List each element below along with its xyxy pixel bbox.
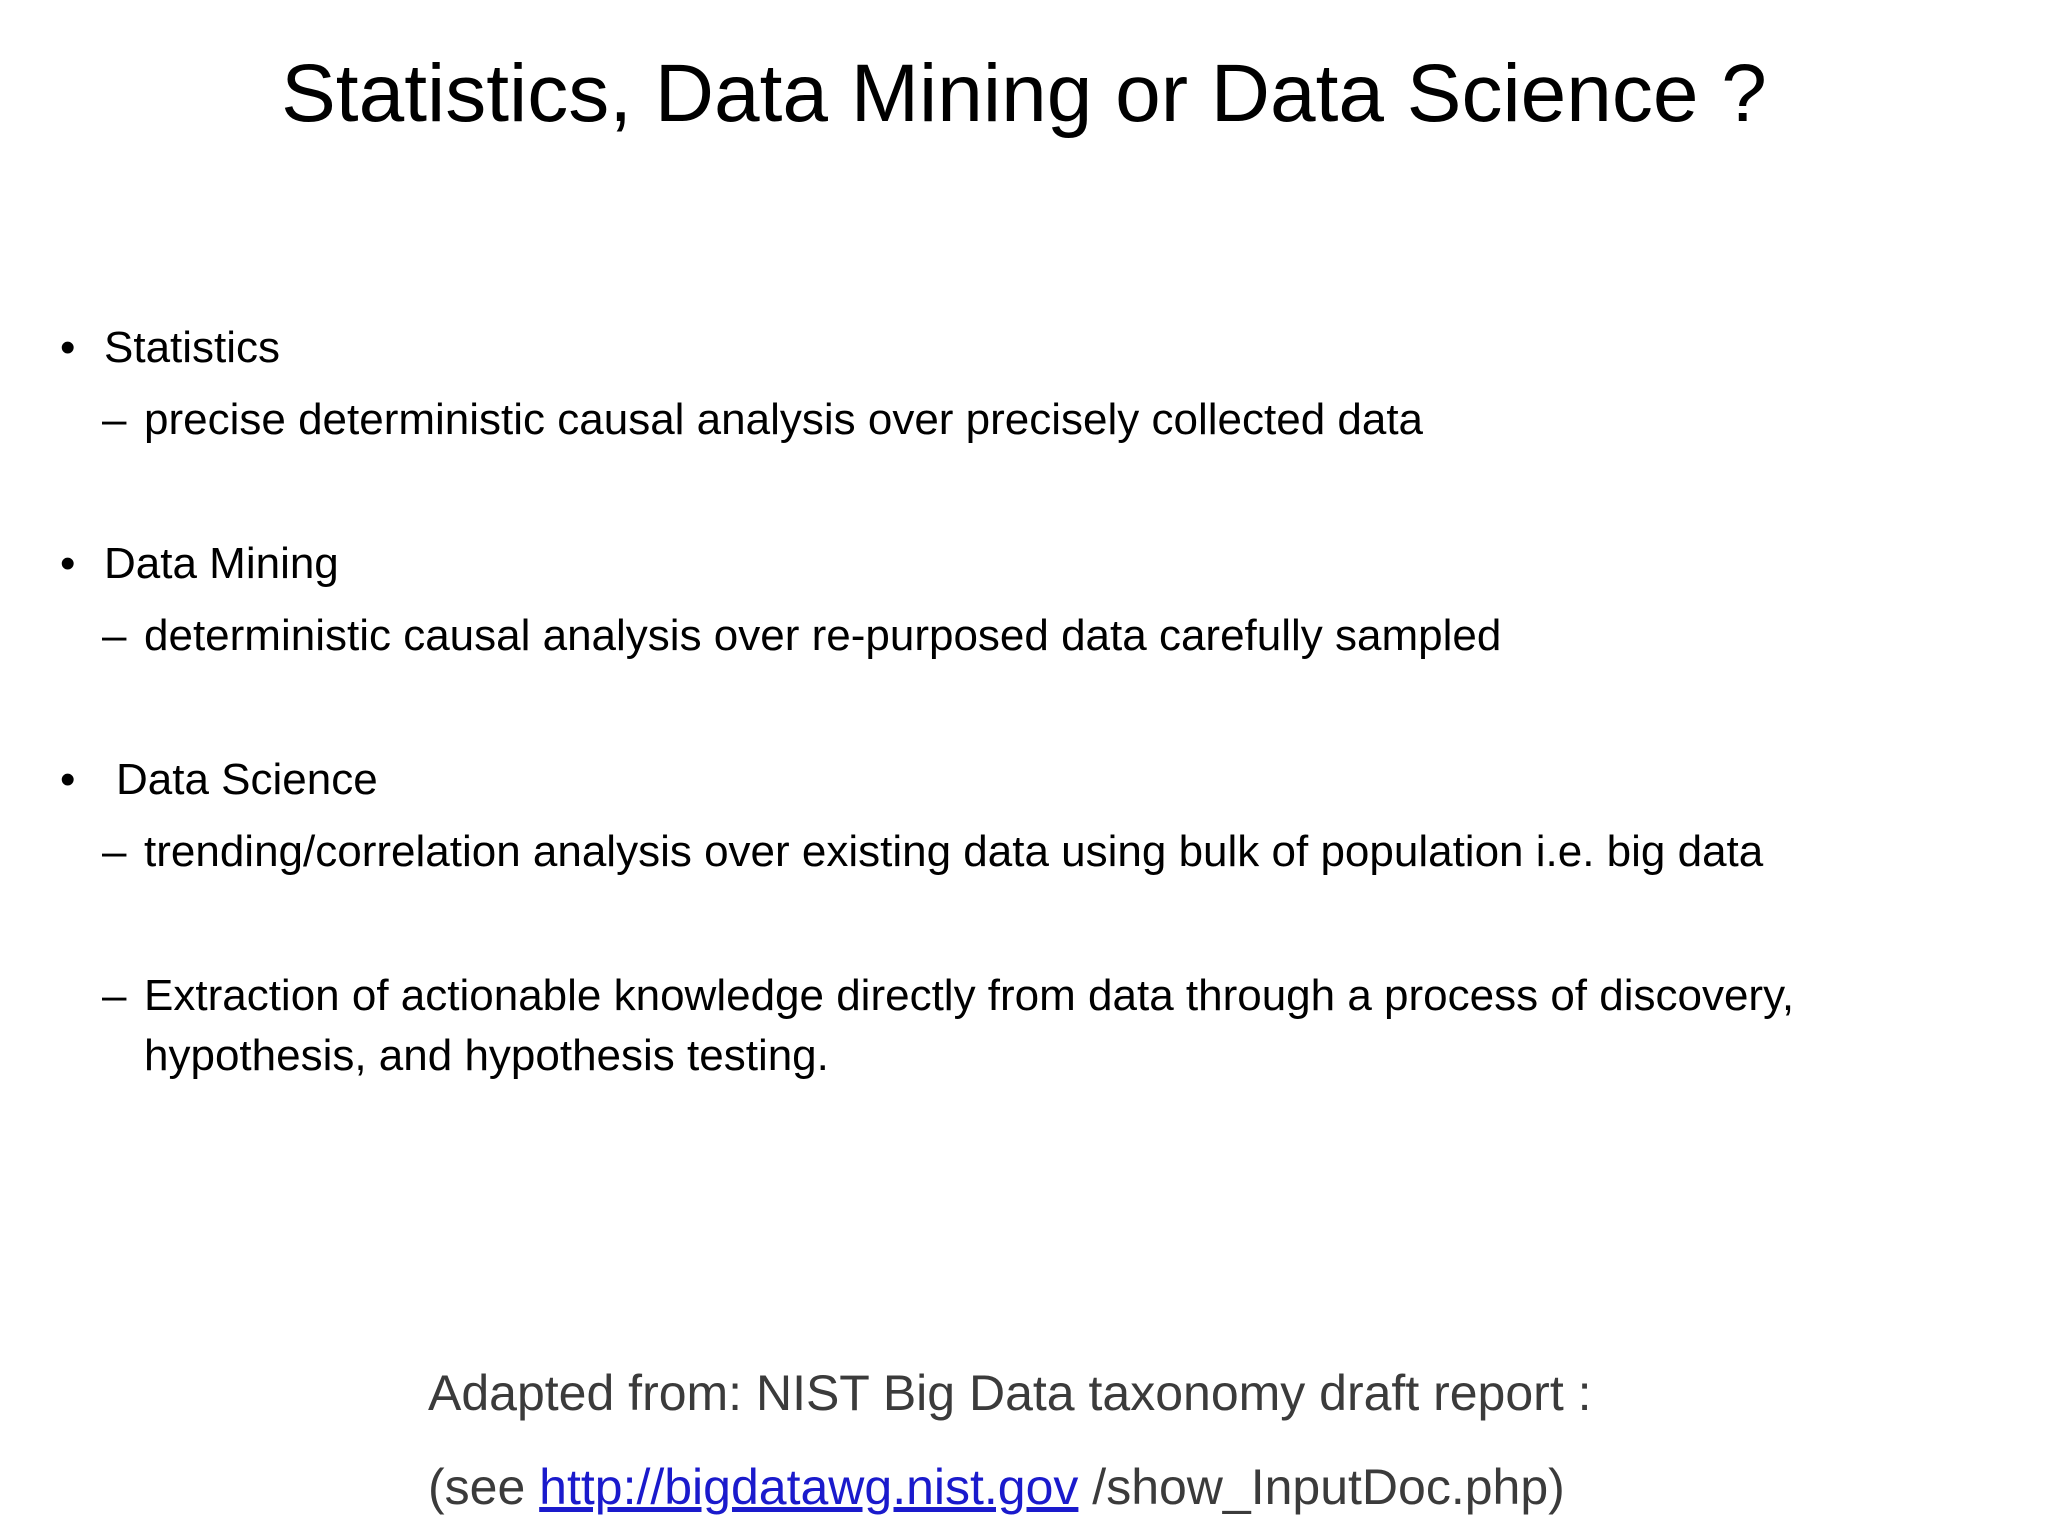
sub-bullet [60, 822, 2020, 882]
sub-bullet-dash: – [102, 827, 127, 876]
slide-title: Statistics, Data Mining or Data Science ? [281, 48, 1767, 139]
slide-content [60, 318, 2020, 1170]
sub-bullet-dash: – [102, 395, 127, 444]
sub-bullet-dash: – [102, 971, 127, 1020]
sub-bullet-text: deterministic causal analysis over re-purposed data carefully sampled [144, 611, 1502, 660]
bullet-group-data-science [60, 750, 2020, 1086]
bullet-label: Data Mining [104, 539, 339, 588]
bullet-label: Statistics [104, 323, 281, 372]
footer-link-line [428, 1440, 1592, 1534]
sub-bullet-text: trending/correlation analysis over existing data using bulk of population i.e. big data [144, 827, 1764, 876]
bullet-group-statistics [60, 318, 2020, 450]
bullet-data-science [60, 750, 2020, 810]
footer-link-suffix: /show_InputDoc.php) [1078, 1459, 1565, 1515]
sub-bullet-dash: – [102, 611, 127, 660]
sub-bullet [60, 966, 2020, 1086]
bullet-dot: • [60, 755, 76, 804]
sub-bullet [60, 390, 2020, 450]
sub-bullet-text: precise deterministic causal analysis over precisely collected data [144, 395, 1424, 444]
slide-footer [428, 1346, 1592, 1534]
bullet-data-mining [60, 534, 2020, 594]
bullet-dot: • [60, 323, 76, 372]
footer-link-prefix: (see [428, 1459, 540, 1515]
sub-bullet-text: Extraction of actionable knowledge directly from data through a process of discovery, hypothesis, and hypothesis testing. [144, 971, 1795, 1080]
sub-bullet [60, 606, 2020, 666]
nist-link[interactable]: http://bigdatawg.nist.gov [539, 1459, 1079, 1515]
bullet-group-data-mining [60, 534, 2020, 666]
bullet-dot: • [60, 539, 76, 588]
bullet-statistics [60, 318, 2020, 378]
footer-source-line: Adapted from: NIST Big Data taxonomy draft report : [428, 1365, 1592, 1421]
bullet-label: Data Science [116, 755, 378, 804]
